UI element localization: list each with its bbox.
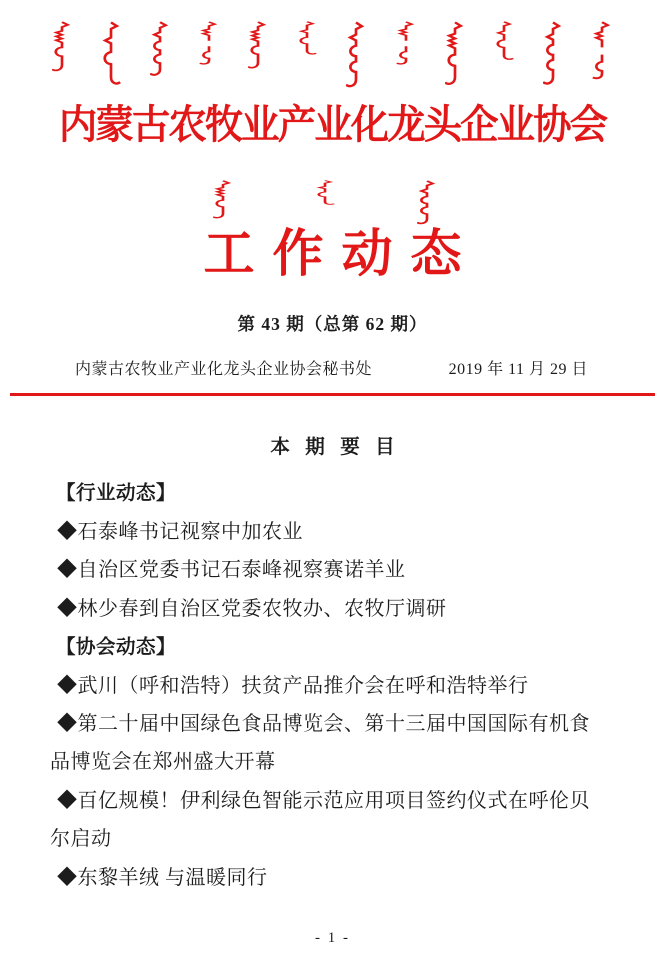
page-number: - 1 - <box>315 930 350 946</box>
toc-section-heading <box>50 472 619 510</box>
toc-entry <box>50 549 619 587</box>
red-divider-rule <box>10 393 655 396</box>
mongolian-word-glyph <box>592 21 612 81</box>
toc-section-heading <box>50 626 619 664</box>
mongolian-word-glyph <box>417 180 437 230</box>
toc-line-text: ◆百亿规模！伊利绿色智能示范应用项目签约仪式在呼伦贝 <box>57 789 590 812</box>
mongolian-word-glyph <box>543 21 563 93</box>
mongolian-script-row-top <box>52 21 612 96</box>
toc-entry <box>50 856 619 894</box>
publish-date: 2019 年 11 月 29 日 <box>448 361 588 378</box>
toc-entry <box>50 779 619 817</box>
mongolian-word-glyph <box>213 180 233 222</box>
mongolian-word-glyph <box>101 21 121 93</box>
toc-line-text: 【协会动态】 <box>56 635 177 658</box>
toc-line-text: ◆东黎羊绒 与温暖同行 <box>57 866 268 889</box>
mongolian-word-glyph <box>248 21 268 73</box>
toc-line-text: ◆武川（呼和浩特）扶贫产品推介会在呼和浩特举行 <box>57 674 529 697</box>
publisher-name: 内蒙古农牧业产业化龙头企业协会秘书处 <box>75 361 373 378</box>
toc-line-text: ◆第二十届中国绿色食品博览会、第十三届中国国际有机食 <box>57 713 590 736</box>
toc-line-text: 尔启动 <box>50 828 112 851</box>
toc-line-text: 【行业动态】 <box>56 482 177 505</box>
toc-heading: 本 期 要 目 <box>270 436 400 458</box>
toc-line-text: 品博览会在郑州盛大开幕 <box>50 751 276 774</box>
mongolian-script-row-mid <box>213 180 437 230</box>
mongolian-word-glyph <box>396 21 416 66</box>
mongolian-word-glyph <box>445 21 465 91</box>
mongolian-word-glyph <box>494 21 514 65</box>
mongolian-word-glyph <box>315 180 335 208</box>
toc-line-text: ◆石泰峰书记视察中加农业 <box>57 521 303 544</box>
issue-number: 第 43 期（总第 62 期） <box>237 314 428 334</box>
bulletin-title: 工作动态 <box>203 227 480 283</box>
mongolian-word-glyph <box>52 21 72 76</box>
mongolian-word-glyph <box>199 21 219 66</box>
toc-list <box>50 472 619 894</box>
toc-entry <box>50 510 619 548</box>
toc-line-text: ◆林少春到自治区党委农牧办、农牧厅调研 <box>57 597 447 620</box>
mongolian-word-glyph <box>297 21 317 59</box>
mongolian-word-glyph <box>150 21 170 83</box>
toc-entry-continuation <box>50 818 619 856</box>
toc-entry <box>50 664 619 702</box>
toc-entry <box>50 587 619 625</box>
toc-entry-continuation <box>50 741 619 779</box>
org-title: 内蒙古农牧业产业化龙头企业协会 <box>58 102 607 147</box>
toc-entry <box>50 702 619 740</box>
mongolian-word-glyph <box>346 21 366 96</box>
toc-line-text: ◆自治区党委书记石泰峰视察赛诺羊业 <box>57 559 406 582</box>
publisher-line <box>75 356 588 379</box>
